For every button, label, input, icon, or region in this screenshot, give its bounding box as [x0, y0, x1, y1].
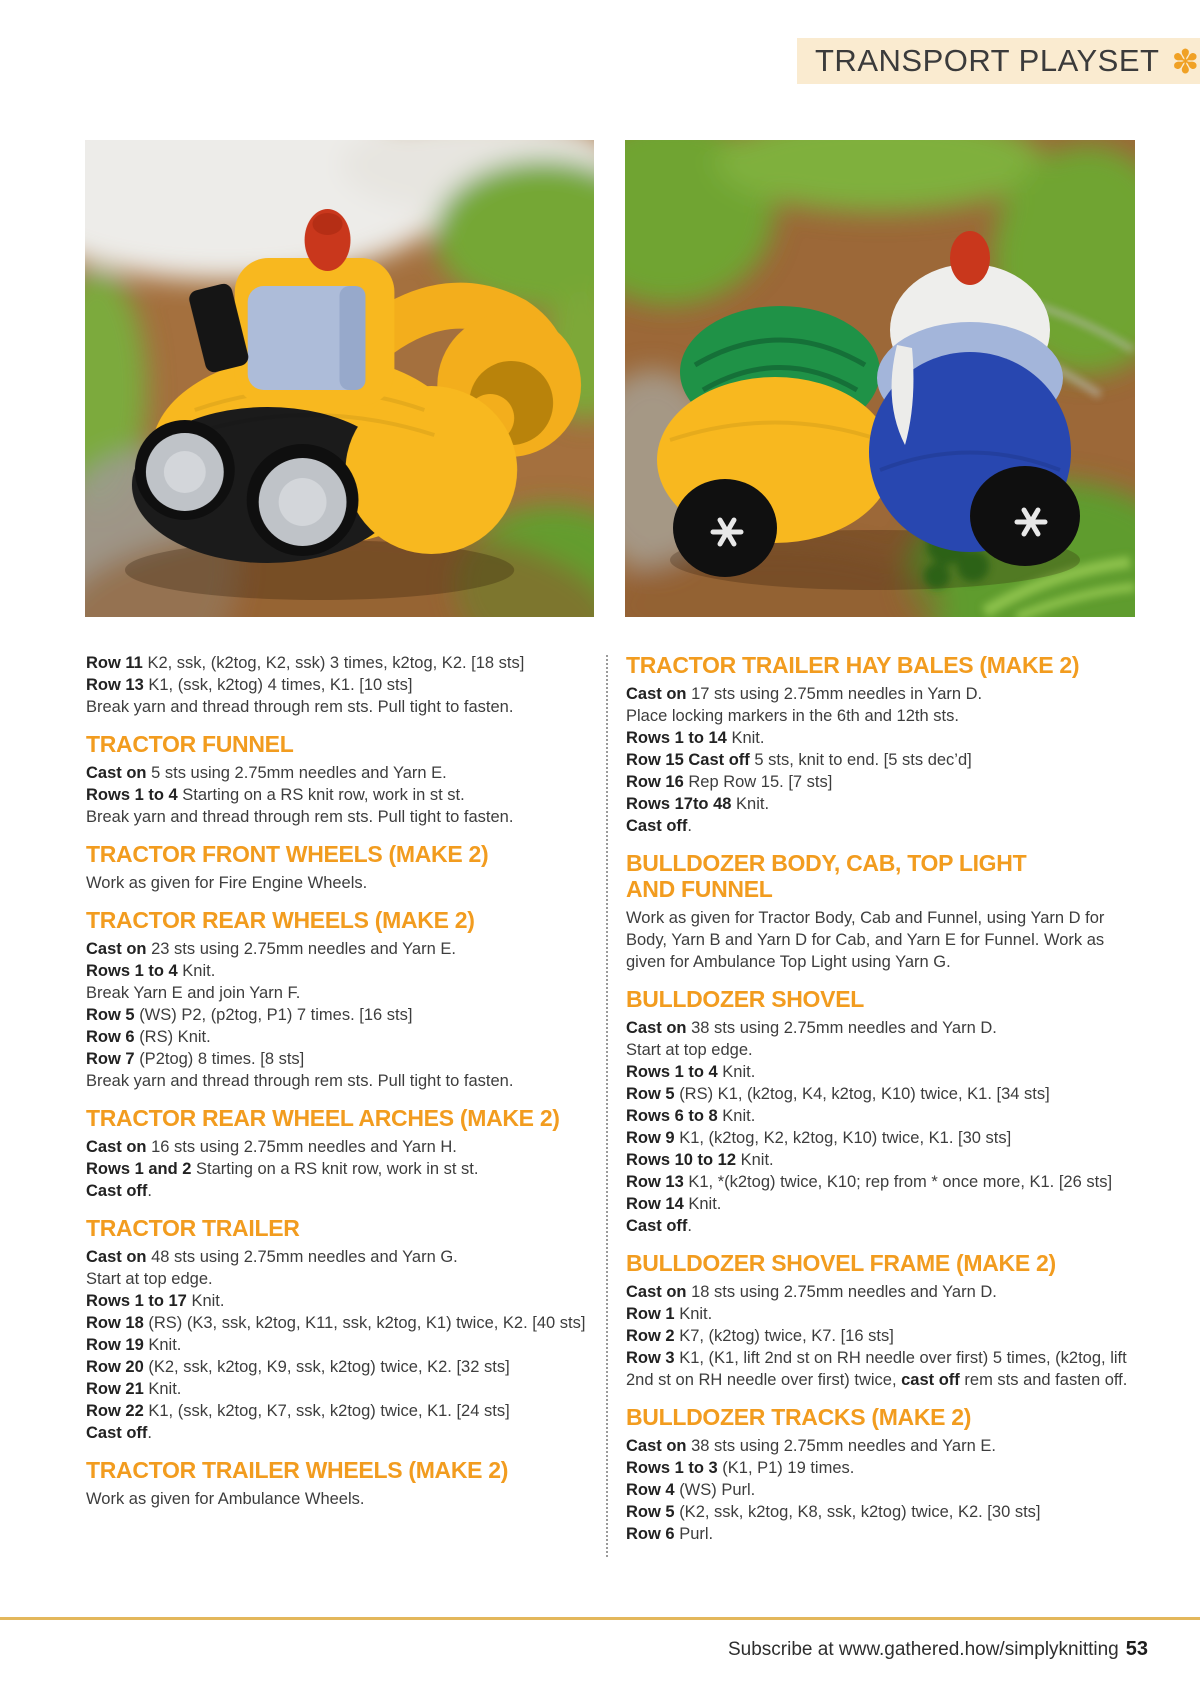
header-band	[797, 38, 1200, 84]
pattern-line: Row 16 Rep Row 15. [7 sts]	[626, 773, 833, 791]
pattern-line: Cast on 48 sts using 2.75mm needles and Yarn G.	[86, 1248, 458, 1266]
section-heading: TRACTOR TRAILER HAY BALES (MAKE 2)	[626, 652, 1080, 678]
pattern-line: Row 22 K1, (ssk, k2tog, K7, ssk, k2tog) twice, K1. [24 sts]	[86, 1402, 510, 1420]
photo-knitted-digger	[85, 140, 594, 617]
right-column	[626, 652, 1128, 1545]
pattern-line: Rows 1 and 2 Starting on a RS knit row, work in st st.	[86, 1160, 479, 1178]
section-heading: TRACTOR TRAILER WHEELS (MAKE 2)	[86, 1457, 509, 1483]
footer	[728, 1638, 1148, 1661]
pattern-line: Rows 1 to 3 (K1, P1) 19 times.	[626, 1459, 855, 1477]
pattern-line: Row 7 (P2tog) 8 times. [8 sts]	[86, 1050, 305, 1068]
pattern-line: Row 5 (WS) P2, (p2tog, P1) 7 times. [16 sts]	[86, 1006, 413, 1024]
pattern-line: Work as given for Fire Engine Wheels.	[86, 874, 368, 892]
pattern-line: Cast on 38 sts using 2.75mm needles and Yarn D.	[626, 1019, 997, 1037]
pattern-line: Row 5 (RS) K1, (k2tog, K4, k2tog, K10) twice, K1. [34 sts]	[626, 1085, 1050, 1103]
pattern-line: Row 21 Knit.	[86, 1380, 182, 1398]
pattern-line: Row 9 K1, (k2tog, K2, k2tog, K10) twice, K1. [30 sts]	[626, 1129, 1012, 1147]
pattern-line: Rows 1 to 4 Starting on a RS knit row, work in st st.	[86, 786, 465, 804]
pattern-line: Start at top edge.	[86, 1270, 213, 1288]
pattern-line: Break yarn and thread through rem sts. Pull tight to fasten.	[86, 1072, 514, 1090]
pattern-line: Body, Yarn B and Yarn D for Cab, and Yarn E for Funnel. Work as	[626, 931, 1105, 949]
section-heading: TRACTOR FRONT WHEELS (MAKE 2)	[86, 841, 489, 867]
pattern-line: Cast off.	[86, 1424, 153, 1442]
pattern-line: Row 13 K1, (ssk, k2tog) 4 times, K1. [10 sts]	[86, 676, 413, 694]
pattern-line: Rows 17to 48 Knit.	[626, 795, 770, 813]
pattern-line: Work as given for Ambulance Wheels.	[86, 1490, 365, 1508]
pattern-line: Row 14 Knit.	[626, 1195, 722, 1213]
pattern-line: Row 5 (K2, ssk, k2tog, K8, ssk, k2tog) twice, K2. [30 sts]	[626, 1503, 1041, 1521]
subscribe-text: Subscribe at www.gathered.how/simplyknitting	[728, 1639, 1119, 1660]
section-heading: TRACTOR REAR WHEEL ARCHES (MAKE 2)	[86, 1105, 560, 1131]
section-heading: BULLDOZER SHOVEL FRAME (MAKE 2)	[626, 1250, 1056, 1276]
pattern-line: Cast on 23 sts using 2.75mm needles and Yarn E.	[86, 940, 456, 958]
pattern-line: Rows 10 to 12 Knit.	[626, 1151, 774, 1169]
section-heading: BULLDOZER SHOVEL	[626, 986, 864, 1012]
pattern-line: Row 13 K1, *(k2tog) twice, K10; rep from * once more, K1. [26 sts]	[626, 1173, 1113, 1191]
pattern-line: Row 20 (K2, ssk, k2tog, K9, ssk, k2tog) twice, K2. [32 sts]	[86, 1358, 510, 1376]
pattern-line: Rows 1 to 4 Knit.	[86, 962, 216, 980]
page-number: 53	[1125, 1638, 1148, 1660]
pattern-line: Row 4 (WS) Purl.	[626, 1481, 756, 1499]
column-divider	[606, 655, 608, 1557]
pattern-line: Cast off.	[626, 1217, 693, 1235]
pattern-line: Cast on 16 sts using 2.75mm needles and Yarn H.	[86, 1138, 457, 1156]
pattern-line: Row 19 Knit.	[86, 1336, 182, 1354]
page-title: TRANSPORT PLAYSET	[815, 43, 1160, 78]
footer-rule	[0, 1617, 1200, 1620]
pattern-line: Row 3 K1, (K1, lift 2nd st on RH needle over first) 5 times, (k2tog, lift	[626, 1349, 1127, 1367]
pattern-line: Break yarn and thread through rem sts. Pull tight to fasten.	[86, 698, 514, 716]
pattern-line: Row 6 (RS) Knit.	[86, 1028, 211, 1046]
section-heading: BULLDOZER BODY, CAB, TOP LIGHT	[626, 850, 1027, 876]
pattern-line: Row 2 K7, (k2tog) twice, K7. [16 sts]	[626, 1327, 894, 1345]
pattern-line: Cast on 38 sts using 2.75mm needles and Yarn E.	[626, 1437, 996, 1455]
pattern-line: Row 11 K2, ssk, (k2tog, K2, ssk) 3 times, k2tog, K2. [18 sts]	[86, 654, 525, 672]
pattern-line: Rows 6 to 8 Knit.	[626, 1107, 756, 1125]
pattern-line: Row 15 Cast off 5 sts, knit to end. [5 sts dec’d]	[626, 751, 972, 769]
section-heading: TRACTOR FUNNEL	[86, 731, 294, 757]
pattern-line: Row 1 Knit.	[626, 1305, 713, 1323]
pattern-line: Start at top edge.	[626, 1041, 753, 1059]
pattern-line: Rows 1 to 4 Knit.	[626, 1063, 756, 1081]
pattern-line: Row 18 (RS) (K3, ssk, k2tog, K11, ssk, k2tog, K1) twice, K2. [40 sts]	[86, 1314, 586, 1332]
pattern-line: Cast off.	[86, 1182, 153, 1200]
section-heading: TRACTOR REAR WHEELS (MAKE 2)	[86, 907, 475, 933]
pattern-line: 2nd st on RH needle over first) twice, cast off rem sts and fasten off.	[626, 1371, 1128, 1389]
left-column	[86, 652, 586, 1510]
pattern-line: Cast on 18 sts using 2.75mm needles and Yarn D.	[626, 1283, 997, 1301]
pattern-line: given for Ambulance Top Light using Yarn G.	[626, 953, 951, 971]
pattern-line: Rows 1 to 14 Knit.	[626, 729, 765, 747]
section-heading: TRACTOR TRAILER	[86, 1215, 300, 1241]
pattern-line: Work as given for Tractor Body, Cab and Funnel, using Yarn D for	[626, 909, 1105, 927]
pattern-line: Cast off.	[626, 817, 693, 835]
pattern-line: Rows 1 to 17 Knit.	[86, 1292, 225, 1310]
pattern-line: Break Yarn E and join Yarn F.	[86, 984, 301, 1002]
section-heading: BULLDOZER TRACKS (MAKE 2)	[626, 1404, 972, 1430]
photo-knitted-trailer-and-vehicle	[625, 140, 1135, 617]
pattern-line: Place locking markers in the 6th and 12th sts.	[626, 707, 959, 725]
pattern-line: Cast on 17 sts using 2.75mm needles in Yarn D.	[626, 685, 983, 703]
pattern-line: Cast on 5 sts using 2.75mm needles and Yarn E.	[86, 764, 447, 782]
flower-icon: ✽	[1171, 41, 1200, 81]
section-heading: AND FUNNEL	[626, 876, 773, 902]
pattern-line: Row 6 Purl.	[626, 1525, 714, 1543]
pattern-line: Break yarn and thread through rem sts. Pull tight to fasten.	[86, 808, 514, 826]
